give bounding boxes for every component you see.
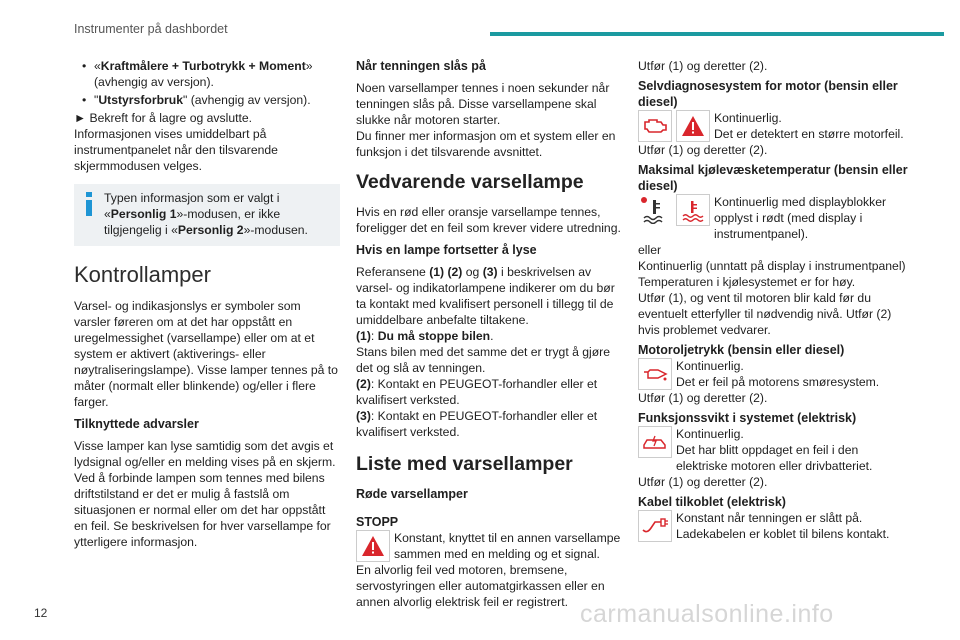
sub-heading: Funksjonssvikt i systemet (elektrisk) (638, 411, 857, 425)
sub-paragraph: Visse lamper kan lyse samtidig som det avgis et lydsignal og/eller en melding vises på en skjerm. Ved å forbinde lampen som tennes med bilens driftstilstand er det er mulig å fastslå om situasjonen er normal eller om det har oppstått en feil. Se beskrivelsen for hver varsellampe for ytterligere informasjon. (74, 439, 336, 549)
paragraph: (3): Kontakt en PEUGEOT-forhandler eller et kvalifisert verksted. (356, 409, 598, 439)
stop-warning-icon (356, 530, 390, 562)
section-heading: Liste med varsellamper (356, 453, 573, 475)
header-title: Instrumenter på dashbordet (74, 22, 228, 36)
save-instruction: ► Bekreft for å lagre og avslutte. (74, 111, 253, 125)
sub-heading: Kabel tilkoblet (elektrisk) (638, 495, 786, 509)
charging-cable-icon (638, 510, 672, 542)
electric-malfunction-icon (638, 426, 672, 458)
paragraph: Du finner mer informasjon om et system eller en funksjon i det tilsvarende avsnittet. (356, 129, 616, 159)
stop-warning-icon (676, 110, 710, 142)
sub-heading: Selvdiagnosesystem for motor (bensin eller diesel) (638, 79, 898, 109)
stop-warning-row: Konstant, knyttet til en annen varsellampe sammen med en melding og et signal. (356, 530, 622, 562)
header-accent-bar (490, 32, 944, 36)
paragraph: eller (638, 243, 662, 257)
list-item: • "Utstyrsforbruk" (avhengig av versjon). (82, 93, 311, 107)
list-item: • «Kraftmålere + Turbotrykk + Moment» (avhengig av versjon). (82, 59, 313, 89)
paragraph: Kontinuerlig (unntatt på display i instrumentpanel) (638, 259, 906, 273)
paragraph: Utfør (1) og deretter (2). (638, 475, 768, 489)
coolant-warning-row: Kontinuerlig med displayblokker opplyst i rødt (med display i instrumentpanel). (638, 194, 908, 242)
electric-malfunction-row: Kontinuerlig. Det har blitt oppdaget en feil i den elektriske motoren eller drivbatteriet. (638, 426, 908, 474)
sub-heading: Røde varsellamper (356, 487, 468, 501)
engine-icon (638, 110, 672, 142)
column-3 (638, 58, 908, 542)
engine-warning-row: Kontinuerlig. Det er detektert en større motorfeil. (638, 110, 908, 142)
paragraph: Utfør (1) og deretter (2). (638, 59, 768, 73)
oil-pressure-icon (638, 358, 672, 390)
paragraph: Noen varsellamper tennes i noen sekunder når tenningen slås på. Disse varsellampene skal slukke når motoren starter. (356, 81, 610, 127)
sub-heading: Maksimal kjølevæsketemperatur (bensin eller diesel) (638, 163, 908, 193)
info-paragraph: Informasjonen vises umiddelbart på instrumentpanelet når den tilsvarende skjermmodusen velges. (74, 127, 278, 173)
sub-heading: Motoroljetrykk (bensin eller diesel) (638, 343, 845, 357)
sub-heading: Når tenningen slås på (356, 59, 486, 73)
paragraph: (1): Du må stoppe bilen. (356, 329, 494, 343)
paragraph: Referansene (1) (2) og (3) i beskrivelsen av varsel- og indikatorlampene indikerer om du bør ta kontakt med kvalifisert personell i tillegg til de umiddelbare anbefalte tiltakene. (356, 265, 615, 327)
paragraph: Stans bilen med det samme det er trygt å gjøre det og slå av tenningen. (356, 345, 611, 375)
page-number: 12 (34, 606, 48, 620)
section-heading: Kontrollamper (74, 262, 211, 287)
info-note: Typen informasjon som er valgt i «Personlig 1»-modusen, er ikke tilgjengelig i «Personlig 2»-modusen. (74, 184, 340, 246)
paragraph: En alvorlig feil ved motoren, bremsene, servostyringen eller automatgirkassen eller en annen alvorlig elektrisk feil er registrert. (356, 563, 605, 609)
charging-cable-row: Konstant når tenningen er slått på. Ladekabelen er koblet til bilens kontakt. (638, 510, 908, 542)
coolant-temperature-icon (638, 194, 672, 226)
paragraph: Utfør (1) og deretter (2). (638, 391, 768, 405)
column-1 (74, 58, 340, 556)
sub-heading: STOPP (356, 515, 399, 529)
paragraph: Temperaturen i kjølesystemet er for høy. (638, 275, 856, 289)
coolant-temperature-icon (676, 194, 710, 226)
intro-paragraph: Varsel- og indikasjonslys er symboler som varsler føreren om at det har oppstått en uregelmessighet (varsellampe) eller om at et system er aktivert (aktiverings- eller nøytraliseringslampe). Visse lamper tennes på to måter (normalt eller blinkende) og/eller i flere farger. (74, 299, 338, 409)
section-heading: Vedvarende varsellampe (356, 171, 584, 193)
paragraph: Utfør (1), og vent til motoren blir kald før du eventuelt etterfyller til nødvendig nivå. Utfør (2) hvis problemet vedvarer. (638, 291, 892, 337)
watermark: carmanualsonline.info (580, 600, 834, 628)
paragraph: (2): Kontakt en PEUGEOT-forhandler eller et kvalifisert verksted. (356, 377, 598, 407)
paragraph: Utfør (1) og deretter (2). (638, 143, 768, 157)
paragraph: Hvis en rød eller oransje varsellampe tennes, foreligger det en feil som krever videre utredning. (356, 205, 621, 235)
column-2 (356, 58, 622, 616)
oil-warning-row: Kontinuerlig. Det er feil på motorens smøresystem. (638, 358, 908, 390)
sub-heading: Tilknyttede advarsler (74, 417, 199, 431)
info-icon (82, 192, 96, 216)
sub-heading: Hvis en lampe fortsetter å lyse (356, 243, 537, 257)
